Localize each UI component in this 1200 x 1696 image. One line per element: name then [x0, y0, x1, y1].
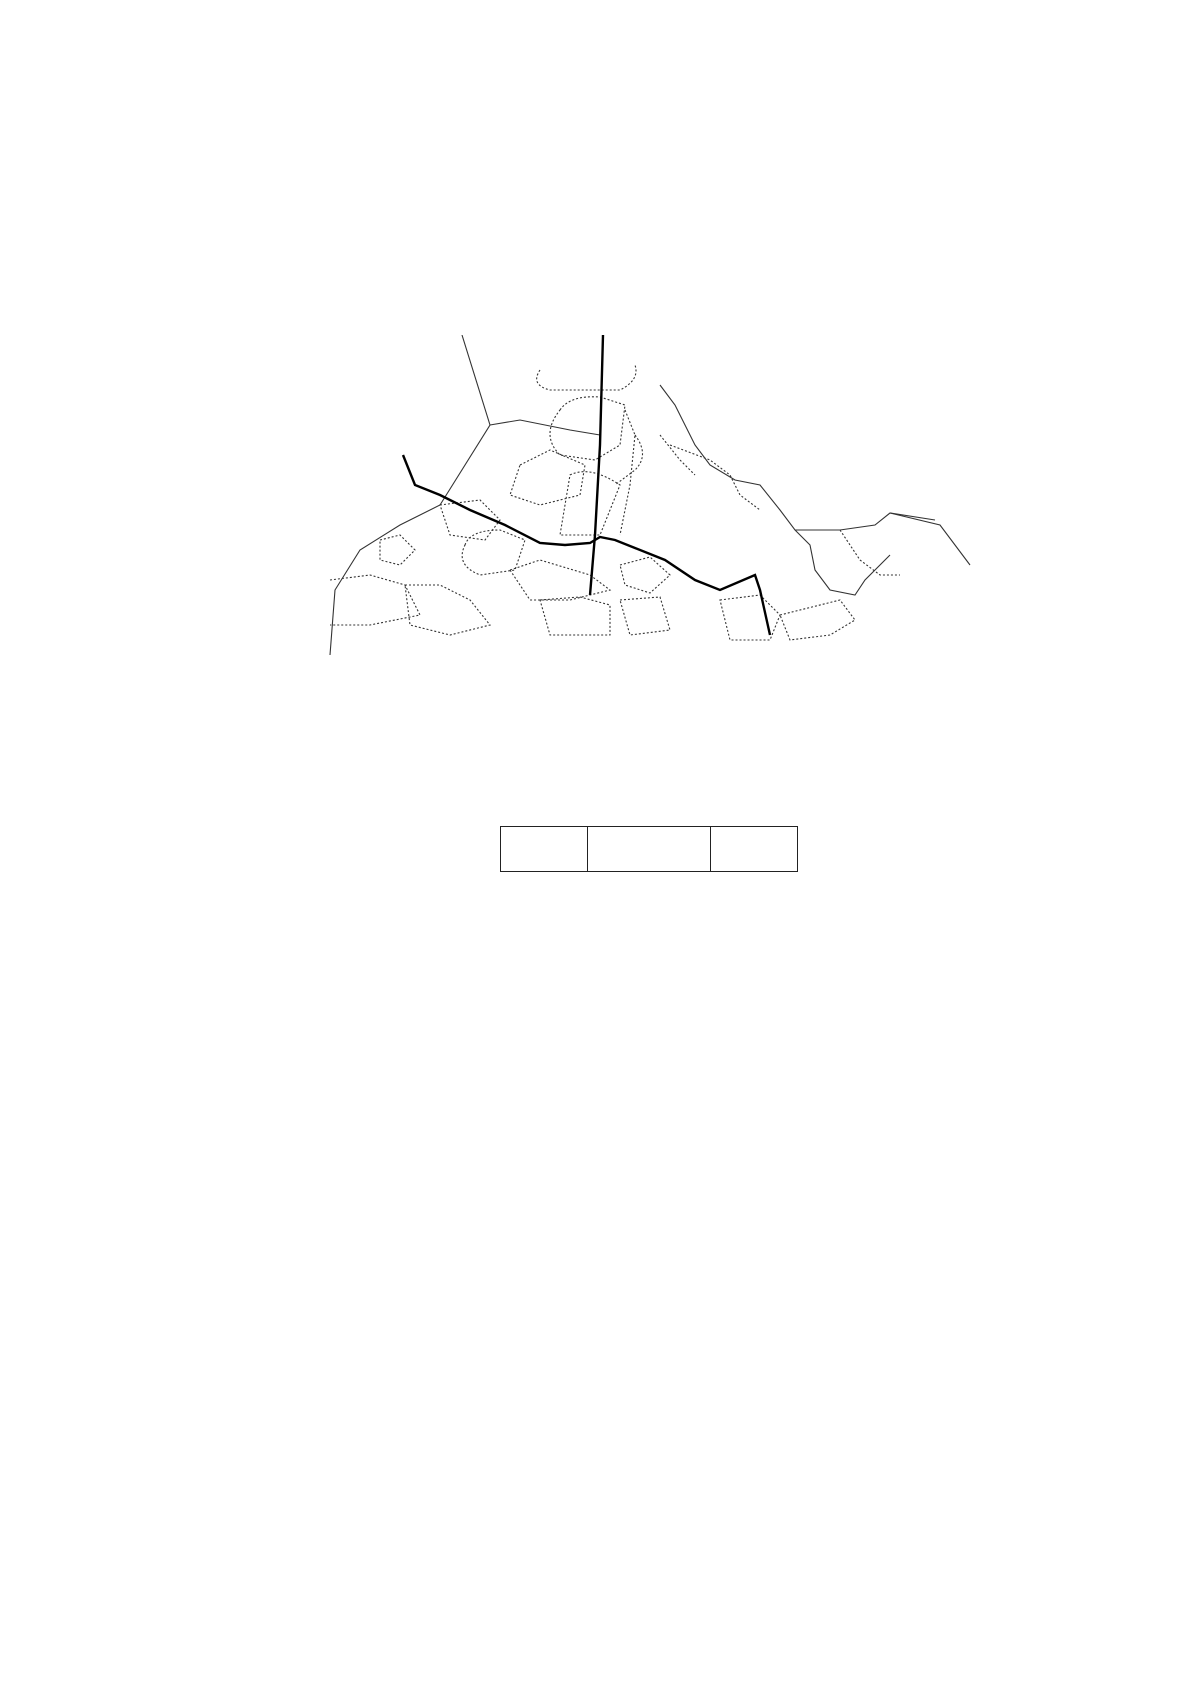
column-header	[588, 827, 711, 872]
boundary-line	[330, 335, 490, 655]
column-header	[711, 827, 798, 872]
parcel-outline	[720, 595, 780, 640]
parcel-outline	[840, 530, 900, 575]
parcel-outline	[660, 435, 695, 475]
parcel-outline	[510, 560, 610, 600]
parcel-outline	[540, 597, 610, 635]
quarter-boundary-line	[403, 455, 770, 635]
parcel-outline	[537, 365, 636, 390]
boundary-line	[890, 513, 970, 565]
boundary-line	[660, 385, 935, 530]
parcel-outline	[620, 557, 670, 593]
column-header	[501, 827, 588, 872]
parcel-outline	[620, 410, 635, 535]
parcel-outline	[670, 445, 760, 510]
quarter-boundary-line	[590, 335, 603, 595]
parcel-outline	[780, 600, 855, 640]
parcel-outline	[615, 435, 643, 485]
boundary-line	[490, 420, 600, 435]
parcel-outline	[380, 535, 415, 565]
parcel-outline	[560, 472, 620, 535]
parcel-boundaries	[330, 335, 970, 655]
table-header-row	[501, 827, 798, 872]
bearings-table	[500, 826, 798, 872]
forest-plan-map	[240, 335, 1030, 750]
parcel-outline	[510, 450, 585, 505]
parcel-outline	[620, 597, 670, 635]
boundary-line	[795, 530, 890, 595]
